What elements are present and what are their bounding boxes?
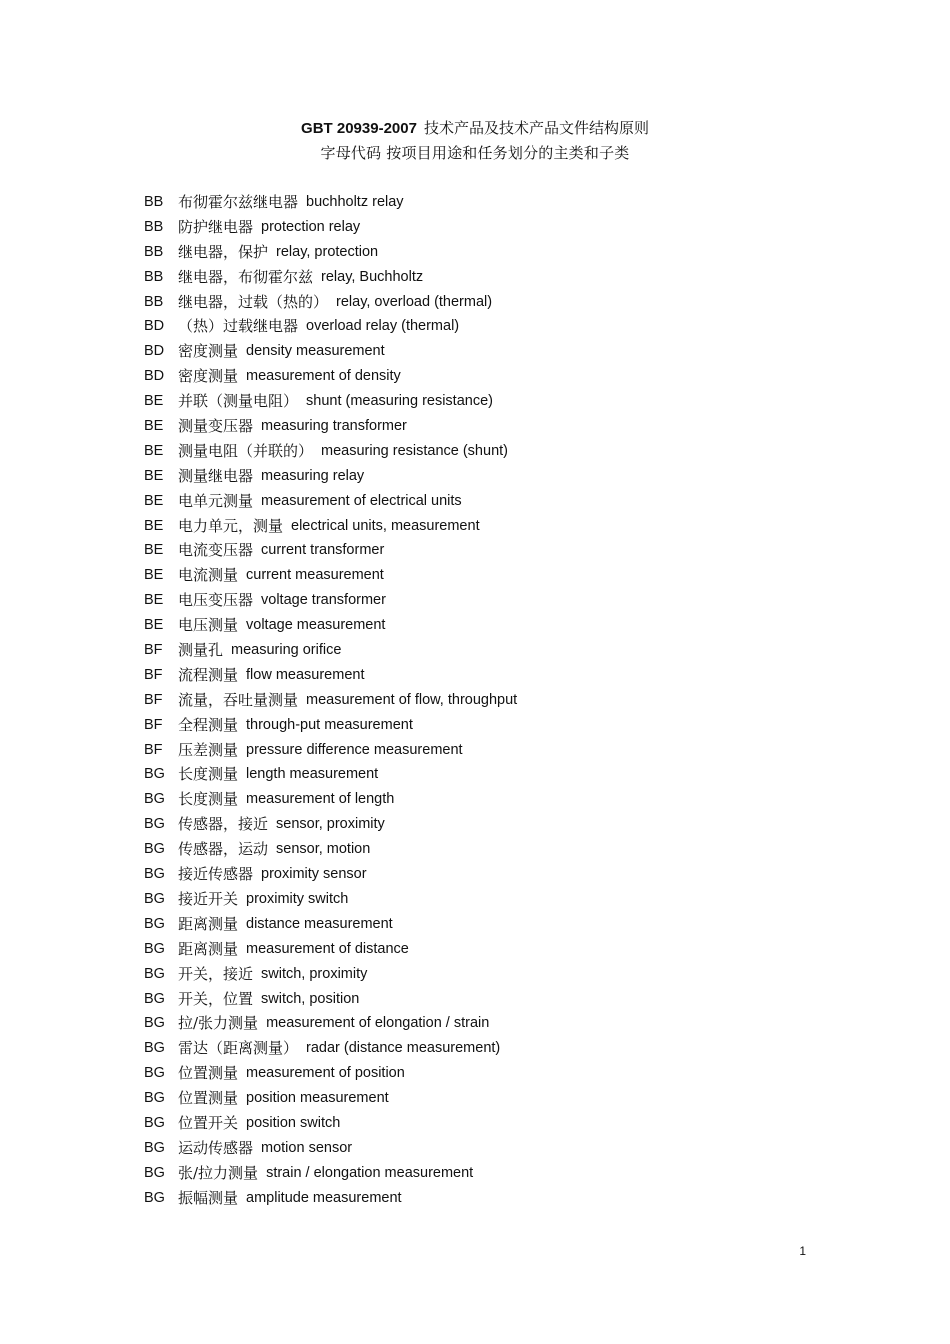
entry-chinese-term: 密度测量 <box>178 342 239 361</box>
entry-chinese-term: 继电器，过载（热的） <box>178 292 329 311</box>
entry-code: BE <box>144 542 164 559</box>
entry-code: BG <box>144 866 165 883</box>
entry-code: BF <box>144 716 163 733</box>
list-item <box>144 887 844 912</box>
standard-code: GBT 20939-2007 <box>301 120 417 137</box>
entry-english-term: position measurement <box>246 1090 389 1107</box>
entry-chinese-term: 开关，位置 <box>178 989 254 1008</box>
entry-english-term: distance measurement <box>246 915 393 932</box>
list-item <box>144 1061 844 1086</box>
entry-code: BE <box>144 492 164 509</box>
entry-code: BG <box>144 1114 165 1131</box>
entry-code: BE <box>144 517 164 534</box>
entry-english-term: measurement of position <box>246 1065 405 1082</box>
entry-english-term: flow measurement <box>246 666 365 683</box>
entry-code: BG <box>144 1090 165 1107</box>
list-item <box>144 1111 844 1136</box>
entry-english-term: relay, protection <box>276 243 379 260</box>
list-item <box>144 663 844 688</box>
entry-english-term: electrical units, measurement <box>291 517 480 534</box>
entry-english-term: measuring transformer <box>261 418 407 435</box>
entry-code: BB <box>144 194 164 210</box>
list-item <box>144 738 844 763</box>
entry-chinese-term: 流量，吞吐量测量 <box>178 690 299 709</box>
list-item <box>144 613 844 638</box>
entry-list <box>144 190 844 1211</box>
list-item <box>144 688 844 713</box>
entry-code: BD <box>144 368 165 385</box>
list-item <box>144 937 844 962</box>
entry-code: BF <box>144 642 163 659</box>
list-item <box>144 1186 844 1211</box>
entry-chinese-term: 全程测量 <box>178 715 239 734</box>
entry-english-term: measurement of density <box>246 368 401 385</box>
list-item <box>144 339 844 364</box>
entry-chinese-term: 压差测量 <box>178 740 239 759</box>
entry-code: BG <box>144 940 165 957</box>
entry-code: BG <box>144 1164 165 1181</box>
entry-chinese-term: 电流变压器 <box>178 541 254 560</box>
entry-english-term: relay, Buchholtz <box>321 268 424 285</box>
list-item <box>144 563 844 588</box>
list-item <box>144 837 844 862</box>
entry-english-term: pressure difference measurement <box>246 741 463 758</box>
entry-code: BE <box>144 467 164 484</box>
document-title <box>0 116 950 141</box>
entry-chinese-term: 运动传感器 <box>178 1138 254 1157</box>
list-item <box>144 538 844 563</box>
entry-chinese-term: 传感器，接近 <box>178 815 269 834</box>
entry-code: BF <box>144 691 163 708</box>
entry-code: BG <box>144 1065 165 1082</box>
list-item <box>144 215 844 240</box>
entry-chinese-term: 开关，接近 <box>178 964 254 983</box>
entry-code: BE <box>144 418 164 435</box>
standard-name: 技术产品及技术产品文件结构原则 <box>423 119 649 137</box>
entry-english-term: density measurement <box>246 343 385 360</box>
list-item <box>144 190 844 215</box>
entry-english-term: amplitude measurement <box>246 1189 402 1206</box>
list-item <box>144 1161 844 1186</box>
entry-english-term: overload relay (thermal) <box>306 318 460 335</box>
entry-code: BE <box>144 617 164 634</box>
list-item <box>144 713 844 738</box>
entry-english-term: length measurement <box>246 766 379 783</box>
entry-chinese-term: 接近传感器 <box>178 865 254 884</box>
document-subtitle: 字母代码 按项目用途和任务划分的主类和子类 <box>320 144 630 162</box>
entry-code: BG <box>144 1015 165 1032</box>
entry-english-term: measurement of electrical units <box>261 492 462 509</box>
list-item <box>144 240 844 265</box>
entry-code: BF <box>144 666 163 683</box>
entry-chinese-term: 接近开关 <box>178 889 239 908</box>
entry-chinese-term: 电压测量 <box>178 616 239 635</box>
entry-code: BG <box>144 816 165 833</box>
entry-english-term: radar (distance measurement) <box>306 1040 501 1057</box>
entry-english-term: proximity sensor <box>261 866 367 883</box>
entry-english-term: strain / elongation measurement <box>266 1164 474 1181</box>
list-item <box>144 962 844 987</box>
entry-code: BG <box>144 915 165 932</box>
list-item <box>144 1036 844 1061</box>
list-item <box>144 389 844 414</box>
list-item <box>144 1011 844 1036</box>
entry-code: BE <box>144 442 164 459</box>
entry-chinese-term: 继电器，布彻霍尔兹 <box>178 267 314 286</box>
entry-chinese-term: 距离测量 <box>178 939 239 958</box>
list-item <box>144 364 844 389</box>
entry-chinese-term: 并联（测量电阻） <box>178 392 299 411</box>
entry-code: BE <box>144 592 164 609</box>
entry-chinese-term: 电流测量 <box>178 566 239 585</box>
list-item <box>144 588 844 613</box>
entry-english-term: measurement of length <box>246 791 395 808</box>
entry-code: BB <box>144 293 164 310</box>
entry-code: BE <box>144 567 164 584</box>
list-item <box>144 414 844 439</box>
entry-chinese-term: 防护继电器 <box>178 217 254 236</box>
entry-english-term: measurement of elongation / strain <box>266 1015 490 1032</box>
entry-english-term: current transformer <box>261 542 385 559</box>
entry-english-term: shunt (measuring resistance) <box>306 393 493 410</box>
list-item <box>144 987 844 1012</box>
entry-code: BB <box>144 243 164 260</box>
entry-code: BD <box>144 318 165 335</box>
entry-chinese-term: 位置测量 <box>178 1064 239 1083</box>
entry-chinese-term: 振幅测量 <box>178 1188 239 1207</box>
entry-chinese-term: 测量变压器 <box>178 417 254 436</box>
entry-chinese-term: 雷达（距离测量） <box>178 1039 299 1058</box>
entry-code: BG <box>144 965 165 982</box>
entry-chinese-term: 位置开关 <box>178 1113 239 1132</box>
entry-english-term: through-put measurement <box>246 716 413 733</box>
list-item <box>144 1136 844 1161</box>
entry-chinese-term: 测量继电器 <box>178 466 254 485</box>
entry-english-term: measurement of distance <box>246 940 409 957</box>
entry-chinese-term: （热）过载继电器 <box>178 317 299 336</box>
entry-code: BG <box>144 1040 165 1057</box>
list-item <box>144 812 844 837</box>
entry-english-term: protection relay <box>261 218 361 235</box>
entry-english-term: switch, position <box>261 990 360 1007</box>
list-item <box>144 439 844 464</box>
entry-english-term: proximity switch <box>246 890 349 907</box>
list-item <box>144 638 844 663</box>
list-item <box>144 912 844 937</box>
entry-chinese-term: 长度测量 <box>178 790 239 809</box>
entry-code: BG <box>144 1189 165 1206</box>
entry-code: BF <box>144 741 163 758</box>
entry-chinese-term: 密度测量 <box>178 367 239 386</box>
entry-english-term: measuring orifice <box>231 642 342 659</box>
entry-code: BG <box>144 766 165 783</box>
entry-chinese-term: 继电器，保护 <box>178 242 269 261</box>
list-item <box>144 489 844 514</box>
entry-chinese-term: 电单元测量 <box>178 491 254 510</box>
entry-english-term: position switch <box>246 1114 341 1131</box>
entry-chinese-term: 电压变压器 <box>178 591 254 610</box>
entry-code: BG <box>144 890 165 907</box>
entry-chinese-term: 传感器，运动 <box>178 840 269 859</box>
entry-chinese-term: 距离测量 <box>178 914 239 933</box>
entry-code: BB <box>144 218 164 235</box>
entry-code: BG <box>144 990 165 1007</box>
entry-chinese-term: 电力单元，测量 <box>178 516 284 535</box>
list-item <box>144 762 844 787</box>
page-number: 1 <box>799 1244 806 1258</box>
entry-english-term: sensor, motion <box>276 841 371 858</box>
entry-chinese-term: 位置测量 <box>178 1089 239 1108</box>
entry-code: BB <box>144 268 164 285</box>
entry-chinese-term: 拉/张力测量 <box>178 1014 259 1033</box>
entry-code: BG <box>144 1139 165 1156</box>
list-item <box>144 314 844 339</box>
entry-chinese-term: 长度测量 <box>178 765 239 784</box>
entry-code: BE <box>144 393 164 410</box>
entry-english-term: current measurement <box>246 567 384 584</box>
entry-chinese-term: 布彻霍尔兹继电器 <box>178 193 299 211</box>
entry-english-term: measurement of flow, throughput <box>306 691 518 708</box>
entry-chinese-term: 测量孔 <box>178 641 224 660</box>
entry-english-term: buchholtz relay <box>306 194 404 210</box>
entry-code: BD <box>144 343 165 360</box>
list-item <box>144 265 844 290</box>
entry-chinese-term: 张/拉力测量 <box>178 1163 259 1182</box>
entry-code: BG <box>144 841 165 858</box>
list-item <box>144 862 844 887</box>
list-item <box>144 514 844 539</box>
list-item <box>144 787 844 812</box>
entry-english-term: voltage measurement <box>246 617 386 634</box>
list-item <box>144 290 844 315</box>
document-header <box>0 116 950 166</box>
entry-chinese-term: 流程测量 <box>178 665 239 684</box>
list-item <box>144 464 844 489</box>
entry-english-term: motion sensor <box>261 1139 353 1156</box>
entry-english-term: sensor, proximity <box>276 816 385 833</box>
entry-code: BG <box>144 791 165 808</box>
entry-english-term: switch, proximity <box>261 965 368 982</box>
list-item <box>144 1086 844 1111</box>
entry-english-term: relay, overload (thermal) <box>336 293 493 310</box>
entry-english-term: measuring resistance (shunt) <box>321 442 508 459</box>
entry-chinese-term: 测量电阻（并联的） <box>178 441 314 460</box>
entry-english-term: measuring relay <box>261 467 365 484</box>
entry-english-term: voltage transformer <box>261 592 386 609</box>
